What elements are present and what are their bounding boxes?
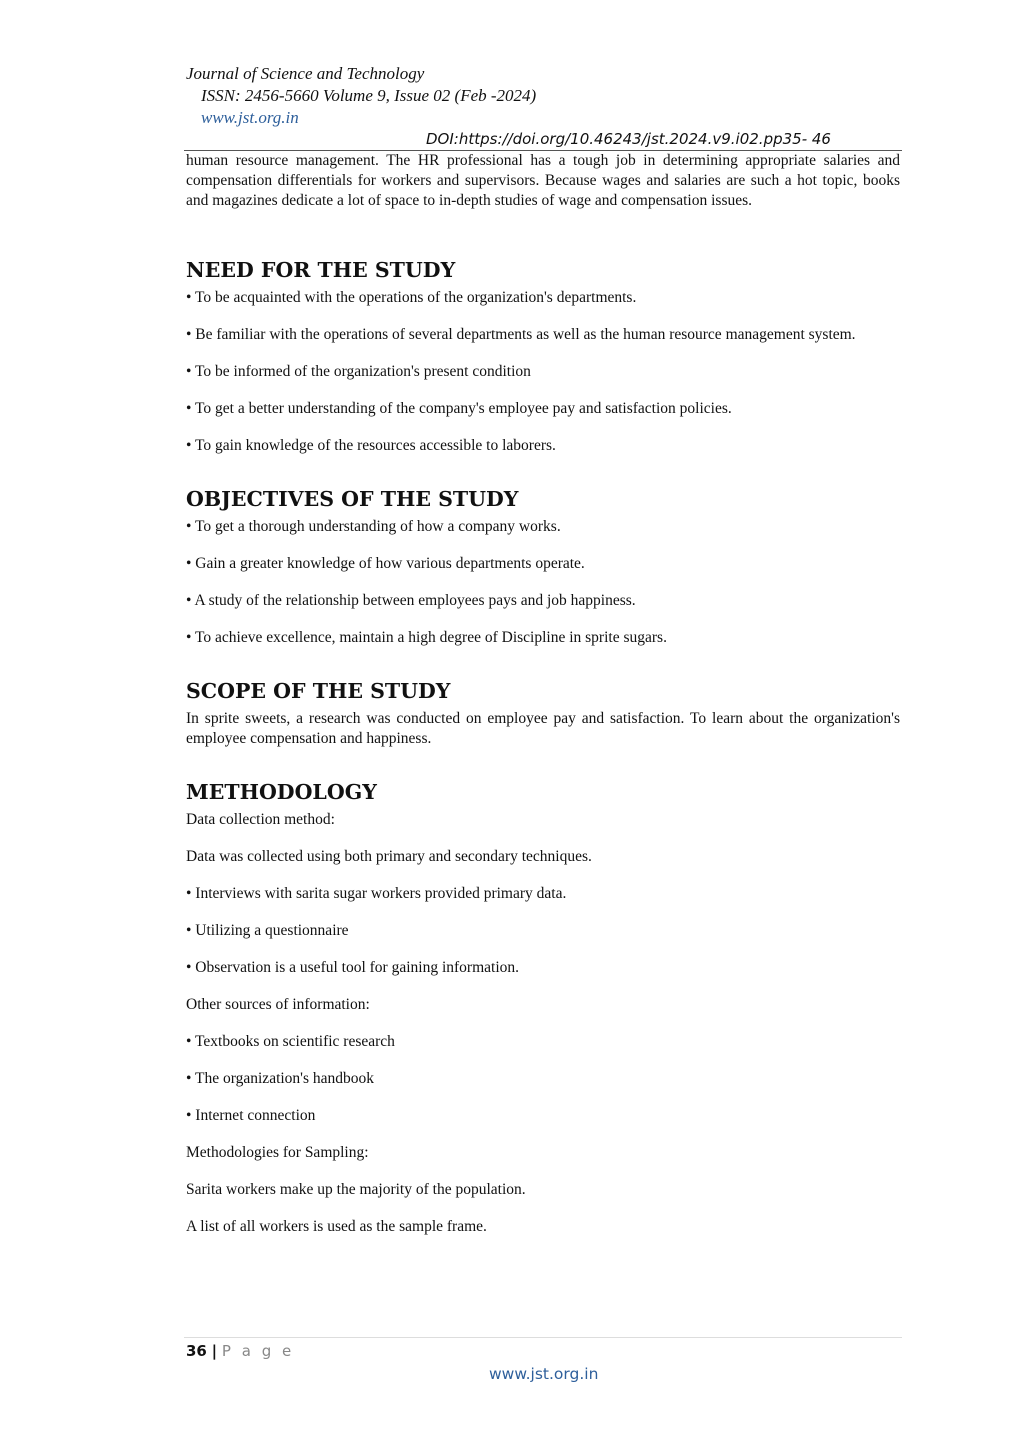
list-item: • Textbooks on scientific research: [186, 1033, 395, 1050]
list-item: • Internet connection: [186, 1107, 316, 1124]
section-heading: NEED FOR THE STUDY: [186, 258, 456, 282]
list-item: • Utilizing a questionnaire: [186, 922, 349, 939]
section-methodology: [186, 779, 900, 1237]
section-objectives: [186, 486, 900, 648]
section-heading: SCOPE OF THE STUDY: [186, 679, 451, 703]
page-separator: |: [211, 1342, 218, 1360]
list-item: • Observation is a useful tool for gaining information.: [186, 959, 520, 976]
intro-paragraph: human resource management. The HR professional has a tough job in determining appropriate salaries and compensation differentials for workers and supervisors. Because wages and salaries are such a hot topic, books and magazines dedicate a lot of space to in-depth studies of wage and compensation issues.: [186, 152, 900, 209]
section-scope: [186, 678, 900, 749]
list-item: Data was collected using both primary and secondary techniques.: [186, 848, 592, 865]
list-item: Other sources of information:: [186, 996, 370, 1013]
list-item: • A study of the relationship between employees pays and job happiness.: [186, 592, 636, 609]
list-item: A list of all workers is used as the sample frame.: [186, 1218, 487, 1235]
journal-title: Journal of Science and Technology: [186, 64, 425, 83]
journal-site-link[interactable]: www.jst.org.in: [201, 108, 299, 127]
doi-line[interactable]: DOI:https://doi.org/10.46243/jst.2024.v9.i02.pp35- 46: [426, 130, 831, 148]
scope-paragraph: In sprite sweets, a research was conducted on employee pay and satisfaction. To learn about the organization's employee compensation and happiness.: [186, 710, 900, 747]
journal-header: [186, 63, 536, 129]
page-number-value: 36: [186, 1342, 207, 1360]
page-number: [186, 1342, 294, 1360]
list-item: • To achieve excellence, maintain a high degree of Discipline in sprite sugars.: [186, 629, 667, 646]
list-item: • To gain knowledge of the resources accessible to laborers.: [186, 437, 556, 454]
section-heading: OBJECTIVES OF THE STUDY: [186, 487, 519, 511]
list-item: • To get a better understanding of the company's employee pay and satisfaction policies.: [186, 400, 732, 417]
page-label: P a g e: [221, 1342, 295, 1360]
article-body: [186, 151, 900, 1267]
list-item: • Be familiar with the operations of several departments as well as the human resource management system.: [186, 326, 856, 343]
list-item: • The organization's handbook: [186, 1070, 375, 1087]
list-item: • To be informed of the organization's present condition: [186, 363, 531, 380]
footer-rule: [184, 1337, 902, 1338]
list-item: • Gain a greater knowledge of how various departments operate.: [186, 555, 585, 572]
list-item: • To be acquainted with the operations of the organization's departments.: [186, 289, 637, 306]
list-item: Data collection method:: [186, 811, 335, 828]
list-item: Sarita workers make up the majority of the population.: [186, 1181, 526, 1198]
journal-issn: ISSN: 2456-5660 Volume 9, Issue 02 (Feb -2024): [201, 86, 537, 105]
footer-site-link[interactable]: www.jst.org.in: [489, 1365, 599, 1383]
list-item: Methodologies for Sampling:: [186, 1144, 369, 1161]
list-item: • Interviews with sarita sugar workers provided primary data.: [186, 885, 567, 902]
section-need: [186, 257, 900, 456]
section-heading: METHODOLOGY: [186, 780, 377, 804]
list-item: • To get a thorough understanding of how a company works.: [186, 518, 561, 535]
